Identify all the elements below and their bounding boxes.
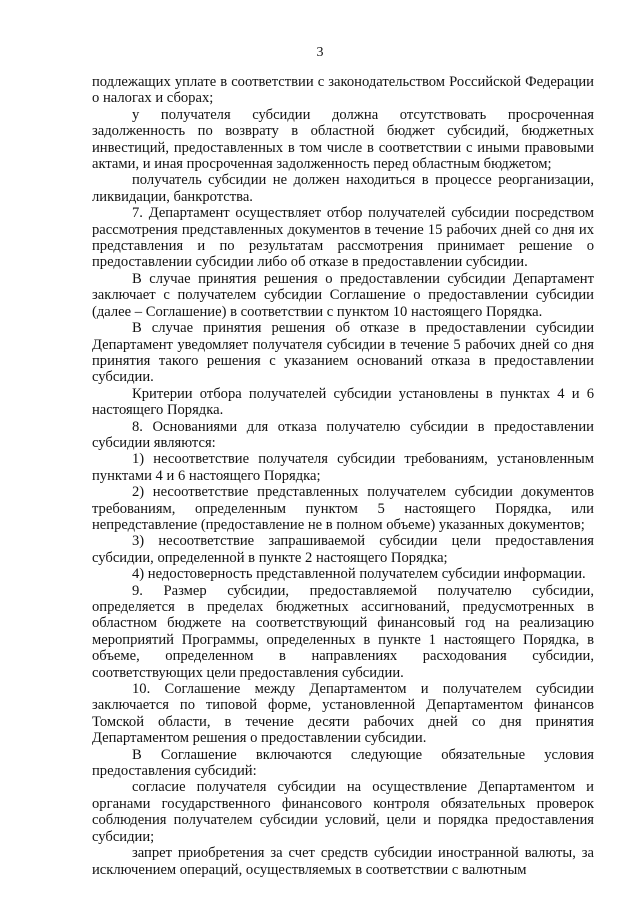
list-item: 4) недостоверность представленной получателем субсидии информации.: [132, 566, 586, 583]
paragraph: Критерии отбора получателей субсидии установлены в пунктах 4 и 6 настоящего Порядка.: [92, 385, 594, 419]
list-item: 1) несоответствие получателя субсидии требованиям, установленным пунктами 4 и 6 настоящего Порядка;: [92, 451, 594, 484]
paragraph: В случае принятия решения о предоставлении субсидии Департамент заключает с получателем субсидии Соглашение о предоставлении субсидии (далее – Соглашение) в соответствии с пунктом 10 настоящего Порядка.: [92, 270, 594, 320]
paragraph: 8. Основаниями для отказа получателю субсидии в предоставлении субсидии являются:: [92, 418, 594, 451]
paragraph: В Соглашение включаются следующие обязательные условия предоставления субсидий:: [92, 746, 594, 780]
paragraph: запрет приобретения за счет средств субсидии иностранной валюты, за исключением операций, осуществляемых в соответствии с валютным: [92, 845, 594, 878]
list-item: 3) несоответствие запрашиваемой субсидии цели предоставления субсидии, определенной в пункте 2 настоящего Порядка;: [92, 533, 594, 566]
paragraph: получатель субсидии не должен находиться в процессе реорганизации, ликвидации, банкротства.: [92, 172, 594, 205]
paragraph: 10. Соглашение между Департаментом и получателем субсидии заключается по типовой форме, установленной Департаментом финансов Томской области, в течение десяти рабочих дней со дня принятия Департаментом решения о предоставлении субсидии.: [92, 681, 594, 747]
page-number: 3: [316, 45, 324, 60]
paragraph: 7. Департамент осуществляет отбор получателей субсидии посредством рассмотрения представленных документов в течение 15 рабочих дней со дня их представления и по результатам рассмотрения принимает решение о предоставлении субсидии либо об отказе в предоставлении субсидии.: [92, 205, 594, 271]
document-body: [92, 74, 594, 878]
paragraph: подлежащих уплате в соответствии с законодательством Российской Федерации о налогах и сборах;: [92, 74, 594, 107]
paragraph: 9. Размер субсидии, предоставляемой получателю субсидии, определяется в пределах бюджетных ассигнований, предусмотренных в областном бюджете на соответствующий финансовый год на реализацию мероприятий Программы, определенных в пункте 1 настоящего Порядка, в объеме, определенном в направлениях расходования субсидии, соответствующих цели предоставления субсидии.: [92, 582, 594, 681]
list-item: 2) несоответствие представленных получателем субсидии документов требованиям, определенным пунктом 5 настоящего Порядка, или непредставление (предоставление не в полном объеме) указанных документов;: [92, 484, 594, 533]
paragraph: у получателя субсидии должна отсутствовать просроченная задолженность по возврату в областной бюджет субсидий, бюджетных инвестиций, предоставленных в том числе в соответствии с иными правовыми актами, и иная просроченная задолженность перед областным бюджетом;: [92, 106, 594, 173]
paragraph: В случае принятия решения об отказе в предоставлении субсидии Департамент уведомляет получателя субсидии в течение 5 рабочих дней со дня принятия такого решения с указанием оснований отказа в предоставлении субсидии.: [92, 320, 594, 386]
paragraph: согласие получателя субсидии на осуществление Департаментом и органами государственного финансового контроля обязательных проверок соблюдения получателем субсидии условий, цели и порядка предоставления субсидии;: [92, 779, 594, 845]
